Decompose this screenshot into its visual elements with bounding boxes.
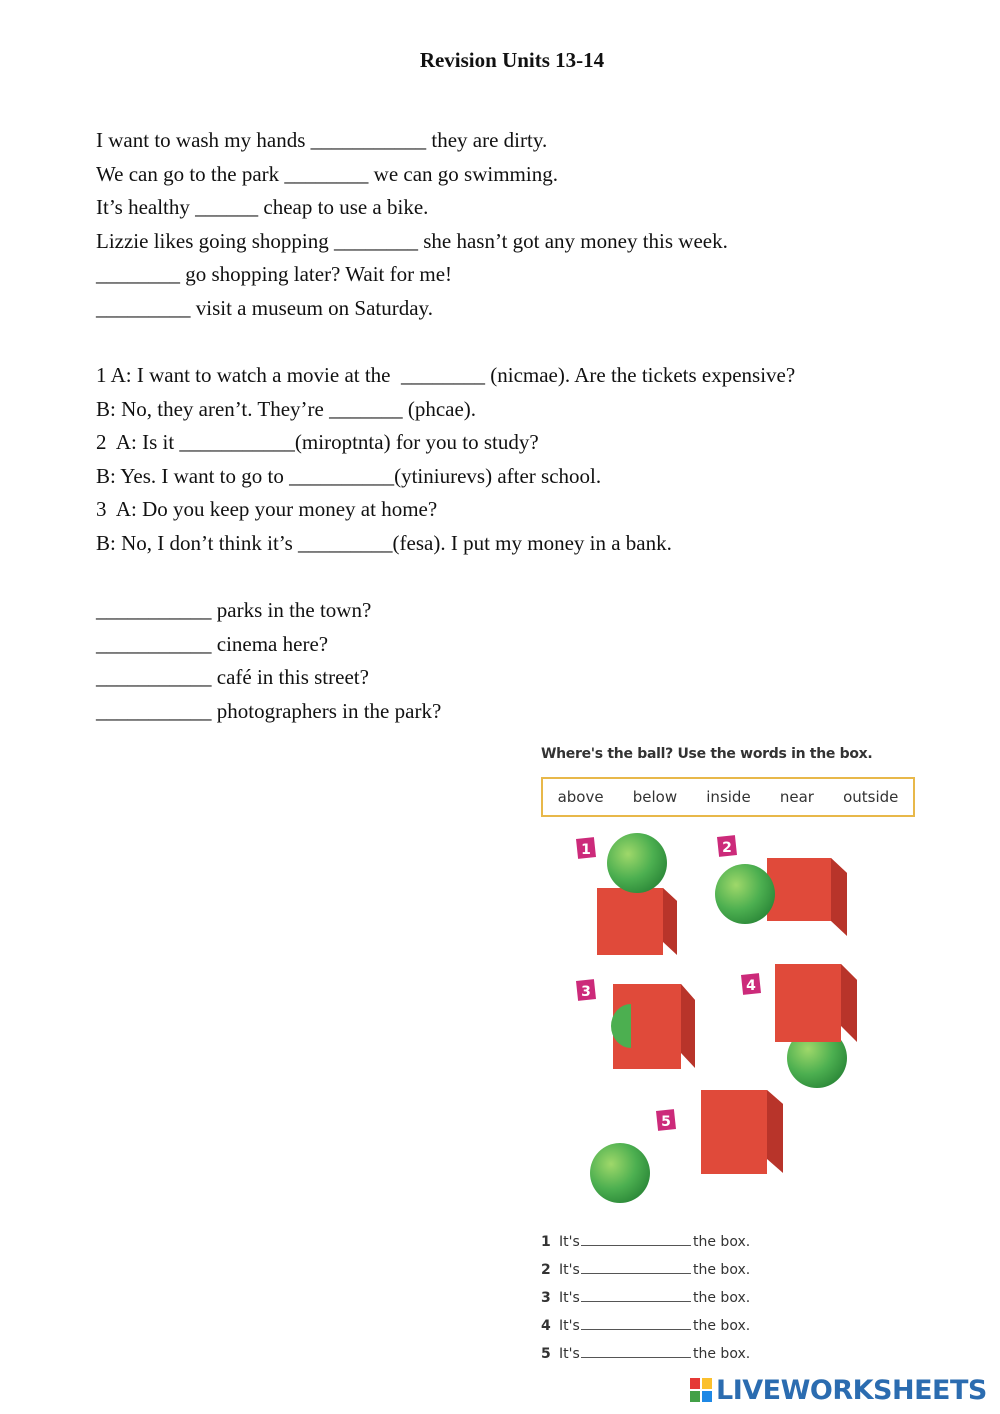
box-side [663, 888, 677, 955]
ball [607, 833, 667, 893]
answer-prefix: It's [559, 1262, 580, 1278]
answer-lines [541, 1228, 750, 1368]
box-side [831, 858, 847, 936]
box-front [775, 964, 841, 1042]
answer-number: 2 [541, 1262, 551, 1278]
answer-prefix: It's [559, 1346, 580, 1362]
box-side [681, 984, 695, 1068]
answer-line-5 [541, 1340, 750, 1368]
label-4: 4 [746, 978, 756, 994]
liveworksheets-icon [690, 1378, 712, 1402]
label-1: 1 [581, 842, 591, 858]
answer-prefix: It's [559, 1234, 580, 1250]
answer-suffix: the box. [693, 1262, 751, 1278]
exercise-line: B: No, I don’t think it’s _________(fesa). I put my money in a bank. [96, 530, 672, 555]
brand-name: LIVEWORKSHEETS [716, 1374, 987, 1406]
page-title: Revision Units 13-14 [419, 48, 605, 72]
answer-number: 4 [541, 1318, 551, 1334]
answer-line-4 [541, 1312, 750, 1340]
answer-blank[interactable] [581, 1231, 691, 1246]
answer-prefix: It's [559, 1290, 580, 1306]
answer-blank[interactable] [581, 1315, 691, 1330]
there-is-are-exercise [96, 594, 441, 728]
label-2: 2 [722, 840, 732, 856]
exercise-line: ___________ café in this street? [96, 665, 369, 690]
answer-line-2 [541, 1256, 750, 1284]
exercise-line: _________ visit a museum on Saturday. [96, 295, 433, 320]
box-front [597, 888, 663, 955]
prepositions-exercise [535, 738, 930, 1368]
exercise-line: ___________ parks in the town? [96, 598, 372, 622]
answer-suffix: the box. [693, 1318, 751, 1334]
word-near: near [779, 788, 814, 806]
answer-suffix: the box. [693, 1234, 751, 1250]
exercise-line: 1 A: I want to watch a movie at the ________ (nicmae). Are the tickets expensive? [96, 363, 796, 387]
answer-line-3 [541, 1284, 750, 1312]
exercise-instruction: Where's the ball? Use the words in the box. [541, 746, 873, 762]
label-3: 3 [581, 984, 591, 1000]
anagram-dialogue-exercise [96, 359, 795, 561]
answer-prefix: It's [559, 1318, 580, 1334]
exercise-line: Lizzie likes going shopping ________ she hasn’t got any money this week. [96, 228, 728, 253]
exercise-line: B: Yes. I want to go to __________(ytiniurevs) after school. [96, 463, 602, 488]
answer-blank[interactable] [581, 1259, 691, 1274]
exercise-line: ________ go shopping later? Wait for me! [96, 262, 453, 287]
exercise-line: B: No, they aren’t. They’re _______ (phcae). [96, 396, 477, 421]
scene-2 [715, 835, 847, 936]
answer-number: 1 [541, 1234, 551, 1250]
conjunction-exercise [96, 124, 728, 326]
exercise-line: It’s healthy ______ cheap to use a bike. [96, 195, 429, 220]
scene-3 [576, 979, 695, 1069]
answer-line-1 [541, 1228, 750, 1256]
answer-number: 3 [541, 1290, 551, 1306]
scene-5 [590, 1090, 783, 1203]
answer-number: 5 [541, 1346, 551, 1362]
answer-blank[interactable] [581, 1343, 691, 1358]
word-inside: inside [706, 788, 751, 806]
exercise-line: We can go to the park ________ we can go swimming. [96, 161, 558, 186]
box-front [701, 1090, 767, 1174]
box-front [767, 858, 831, 921]
liveworksheets-logo[interactable] [690, 1374, 990, 1406]
scene-1 [576, 833, 677, 955]
exercise-line: ___________ cinema here? [96, 631, 329, 656]
answer-suffix: the box. [693, 1346, 751, 1362]
answer-suffix: the box. [693, 1290, 751, 1306]
word-box [541, 777, 915, 817]
box-side [841, 964, 857, 1042]
word-above: above [557, 788, 604, 806]
exercise-line: 3 A: Do you keep your money at home? [96, 497, 438, 522]
exercise-line: 2 A: Is it ___________(miroptnta) for you to study? [96, 430, 539, 455]
label-5: 5 [661, 1114, 671, 1130]
ball-box-illustration [535, 828, 930, 1228]
exercise-line: ___________ photographers in the park? [96, 698, 442, 723]
scene-4 [741, 964, 857, 1088]
ball [715, 864, 775, 924]
ball [590, 1143, 650, 1203]
box-side [767, 1090, 783, 1173]
answer-blank[interactable] [581, 1287, 691, 1302]
word-outside: outside [843, 788, 899, 806]
word-below: below [632, 788, 678, 806]
exercise-line: I want to wash my hands ___________ they are dirty. [96, 128, 548, 152]
